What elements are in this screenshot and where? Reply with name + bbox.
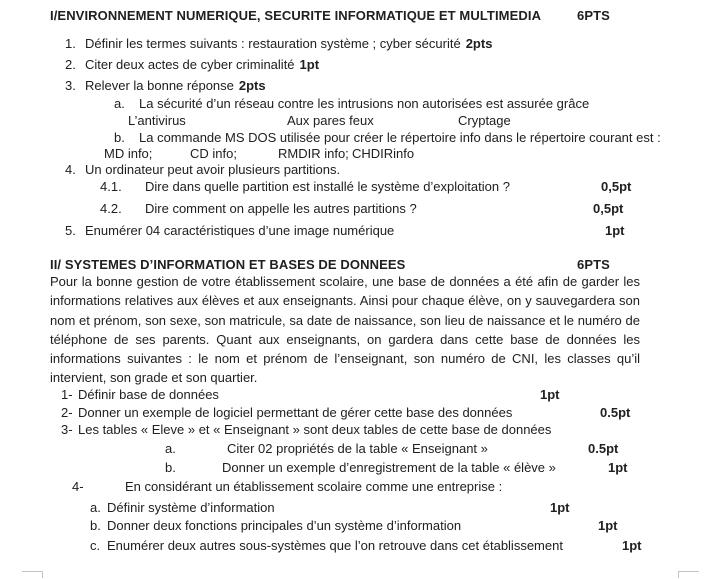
s2-question-4c xyxy=(0,538,720,555)
item-text: Définir système d’information xyxy=(107,500,275,515)
item-number: 4. xyxy=(65,162,76,177)
item-points: 0,5pt xyxy=(601,179,632,194)
item-text: Citer 02 propriétés de la table « Enseignant » xyxy=(227,441,488,456)
s1-q3-sub-b xyxy=(0,130,720,147)
item-number: b. xyxy=(165,460,176,475)
item-text: Donner un exemple d’enregistrement de la table « élève » xyxy=(222,460,556,475)
s2-question-4 xyxy=(0,479,720,496)
item-text: Définir les termes suivants : restauration système ; cyber sécurité 2pts xyxy=(85,36,493,51)
item-number: 4.2. xyxy=(100,201,122,216)
item-number: 2. xyxy=(65,57,76,72)
item-text: La commande MS DOS utilisée pour créer le répertoire info dans le répertoire courant est : xyxy=(139,130,661,145)
s1-q3b-options xyxy=(0,146,720,163)
item-points: 0.5pt xyxy=(588,441,619,456)
margin-corner-mark-left xyxy=(22,571,43,578)
section2-points: 6PTS xyxy=(577,257,610,272)
item-number: a. xyxy=(114,96,125,111)
item-number: 3- xyxy=(61,422,73,437)
item-text: Citer deux actes de cyber criminalité 1pt xyxy=(85,57,320,72)
item-text: En considérant un établissement scolaire comme une entreprise : xyxy=(125,479,503,494)
s1-question-4 xyxy=(0,162,720,179)
item-text: Définir base de données xyxy=(78,387,219,402)
item-number: b. xyxy=(114,130,125,145)
option-antivirus: L’antivirus xyxy=(128,113,186,128)
s2-question-1 xyxy=(0,387,720,404)
section1-header xyxy=(0,8,720,25)
item-text: Un ordinateur peut avoir plusieurs partitions. xyxy=(85,162,341,177)
s2-question-4b xyxy=(0,518,720,535)
item-number: c. xyxy=(90,538,101,553)
section2-intro-paragraph: Pour la bonne gestion de votre établissement scolaire, une base de données a été afin de garder les informations relatives aux élèves et aux enseignants. Ainsi pour chaque élève, on y sauvegardera son nom et prénom, son sexe, son matricule, sa date de naissance, son lieu de naissance et le numéro de téléphone de ses parents. Quant aux enseignants, on gardera dans cette base de données les informations suivantes : le nom et prénom de l’enseignant, son numéro de CNI, les classes qu’il intervient, son grade et son quartier. xyxy=(50,274,640,386)
section1-points: 6PTS xyxy=(577,8,610,23)
item-number: 3. xyxy=(65,78,76,93)
item-number: 2- xyxy=(61,405,73,420)
s1-q3-sub-a xyxy=(0,96,720,113)
option-chdirinfo: CHDIRinfo xyxy=(352,146,415,161)
item-number: 4- xyxy=(72,479,84,494)
item-points: 2pts xyxy=(238,78,266,93)
option-md-info: MD info; xyxy=(104,146,153,161)
item-number: a. xyxy=(90,500,101,515)
item-number: a. xyxy=(165,441,176,456)
s2-question-4a xyxy=(0,500,720,517)
item-number: b. xyxy=(90,518,101,533)
item-number: 4.1. xyxy=(100,179,122,194)
section1-title: I/ENVIRONNEMENT NUMERIQUE, SECURITE INFORMATIQUE ET MULTIMEDIA xyxy=(50,8,542,23)
item-text: Dire comment on appelle les autres partitions ? xyxy=(145,201,417,216)
s2-question-3b xyxy=(0,460,720,477)
item-points: 1pt xyxy=(299,57,320,72)
section2-title: II/ SYSTEMES D’INFORMATION ET BASES DE DONNEES xyxy=(50,257,406,272)
s2-question-2 xyxy=(0,405,720,422)
item-number: 5. xyxy=(65,223,76,238)
item-points: 2pts xyxy=(465,36,493,51)
item-number: 1. xyxy=(65,36,76,51)
item-text: Enumérer 04 caractéristiques d’une image numérique xyxy=(85,223,395,238)
item-points: 1pt xyxy=(550,500,570,515)
item-points: 0.5pt xyxy=(600,405,631,420)
item-text: Donner un exemple de logiciel permettant de gérer cette base des données xyxy=(78,405,513,420)
item-points: 1pt xyxy=(608,460,628,475)
item-text: La sécurité d’un réseau contre les intrusions non autorisées est assurée grâce xyxy=(139,96,590,111)
item-points: 1pt xyxy=(605,223,625,238)
item-text: Donner deux fonctions principales d’un système d’information xyxy=(107,518,462,533)
option-cd-info: CD info; xyxy=(190,146,237,161)
s1-question-1 xyxy=(0,36,720,53)
item-text: Dire dans quelle partition est installé le système d’exploitation ? xyxy=(145,179,510,194)
s1-question-3 xyxy=(0,78,720,95)
item-text: Relever la bonne réponse 2pts xyxy=(85,78,266,93)
s1-q3a-options xyxy=(0,113,720,130)
s1-question-2 xyxy=(0,57,720,74)
item-text: Les tables « Eleve » et « Enseignant » sont deux tables de cette base de données xyxy=(78,422,552,437)
item-points: 1pt xyxy=(540,387,560,402)
s1-question-4-2 xyxy=(0,201,720,218)
s1-question-5 xyxy=(0,223,720,240)
s2-question-3 xyxy=(0,422,720,439)
option-parefeux: Aux pares feux xyxy=(287,113,374,128)
item-number: 1- xyxy=(61,387,73,402)
item-points: 0,5pt xyxy=(593,201,624,216)
option-cryptage: Cryptage xyxy=(458,113,511,128)
margin-corner-mark-right xyxy=(678,571,699,578)
item-points: 1pt xyxy=(622,538,642,553)
s2-question-3a xyxy=(0,441,720,458)
item-points: 1pt xyxy=(598,518,618,533)
s1-question-4-1 xyxy=(0,179,720,196)
option-rmdir-info: RMDIR info; xyxy=(278,146,349,161)
item-text: Enumérer deux autres sous-systèmes que l’on retrouve dans cet établissement xyxy=(107,538,563,553)
